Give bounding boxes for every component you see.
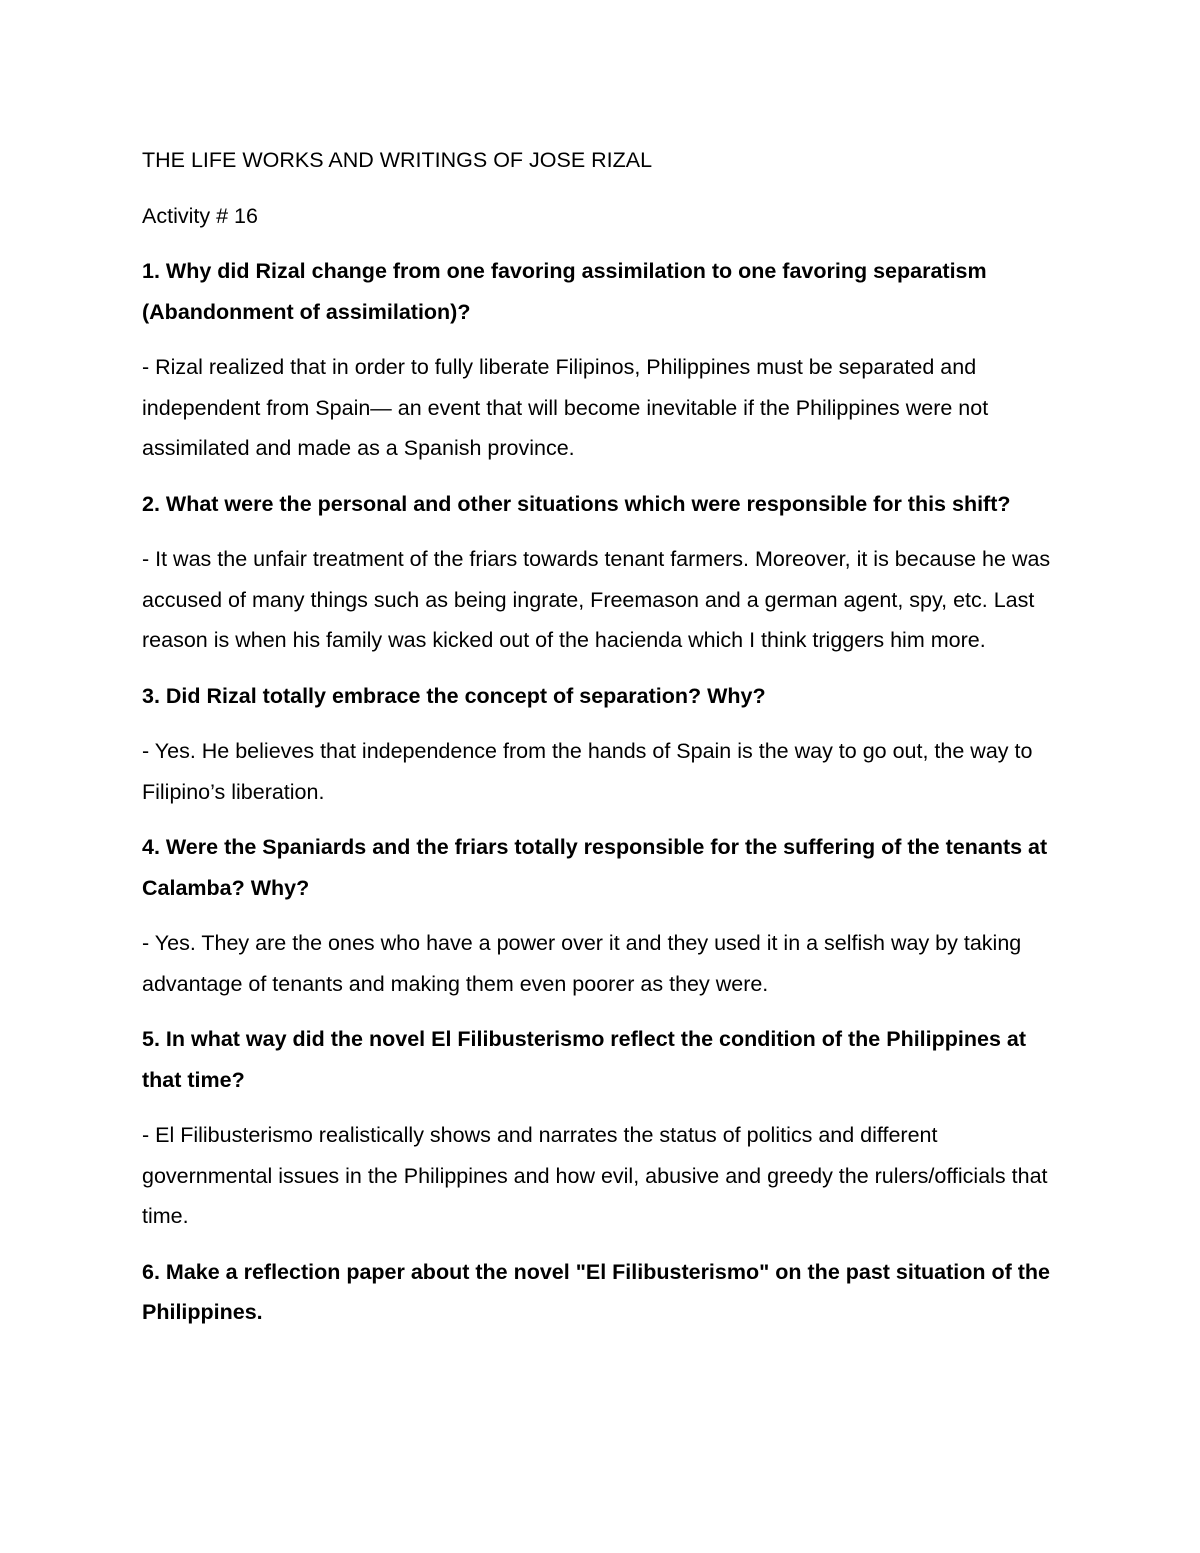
qa-item-4 — [142, 827, 1067, 1004]
question-5: 5. In what way did the novel El Filibusterismo reflect the condition of the Philippines at that time? — [142, 1027, 1026, 1092]
answer-2: - It was the unfair treatment of the friars towards tenant farmers. Moreover, it is because he was accused of many things such as being ingrate, Freemason and a german agent, spy, etc. Last reason is when his family was kicked out of the hacienda which I think triggers him more. — [142, 547, 1051, 652]
document-title: THE LIFE WORKS AND WRITINGS OF JOSE RIZAL — [142, 148, 653, 172]
answer-4: - Yes. They are the ones who have a power over it and they used it in a selfish way by taking advantage of tenants and making them even poorer as they were. — [142, 931, 1022, 996]
activity-number: Activity # 16 — [142, 203, 258, 228]
question-6: 6. Make a reflection paper about the novel "El Filibusterismo" on the past situation of the Philippines. — [142, 1259, 1050, 1324]
question-3: 3. Did Rizal totally embrace the concept of separation? Why? — [142, 683, 766, 708]
qa-item-3 — [142, 676, 1067, 813]
question-2: 2. What were the personal and other situations which were responsible for this shift? — [142, 491, 1011, 516]
question-4: 4. Were the Spaniards and the friars totally responsible for the suffering of the tenants at Calamba? Why? — [142, 835, 1048, 900]
answer-1: - Rizal realized that in order to fully liberate Filipinos, Philippines must be separated and independent from Spain— an event that will become inevitable if the Philippines were not assimilated and made as a Spanish province. — [142, 355, 989, 460]
answer-3: - Yes. He believes that independence from the hands of Spain is the way to go out, the way to Filipino’s liberation. — [142, 739, 1033, 804]
qa-item-5 — [142, 1019, 1067, 1237]
qa-item-6 — [142, 1252, 1067, 1333]
qa-item-2 — [142, 484, 1067, 661]
qa-item-1 — [142, 251, 1067, 469]
document-body — [142, 140, 1067, 1348]
answer-5: - El Filibusterismo realistically shows and narrates the status of politics and different governmental issues in the Philippines and how evil, abusive and greedy the rulers/officials that time. — [142, 1123, 1048, 1228]
question-1: 1. Why did Rizal change from one favoring assimilation to one favoring separatism (Abandonment of assimilation)? — [142, 259, 987, 324]
